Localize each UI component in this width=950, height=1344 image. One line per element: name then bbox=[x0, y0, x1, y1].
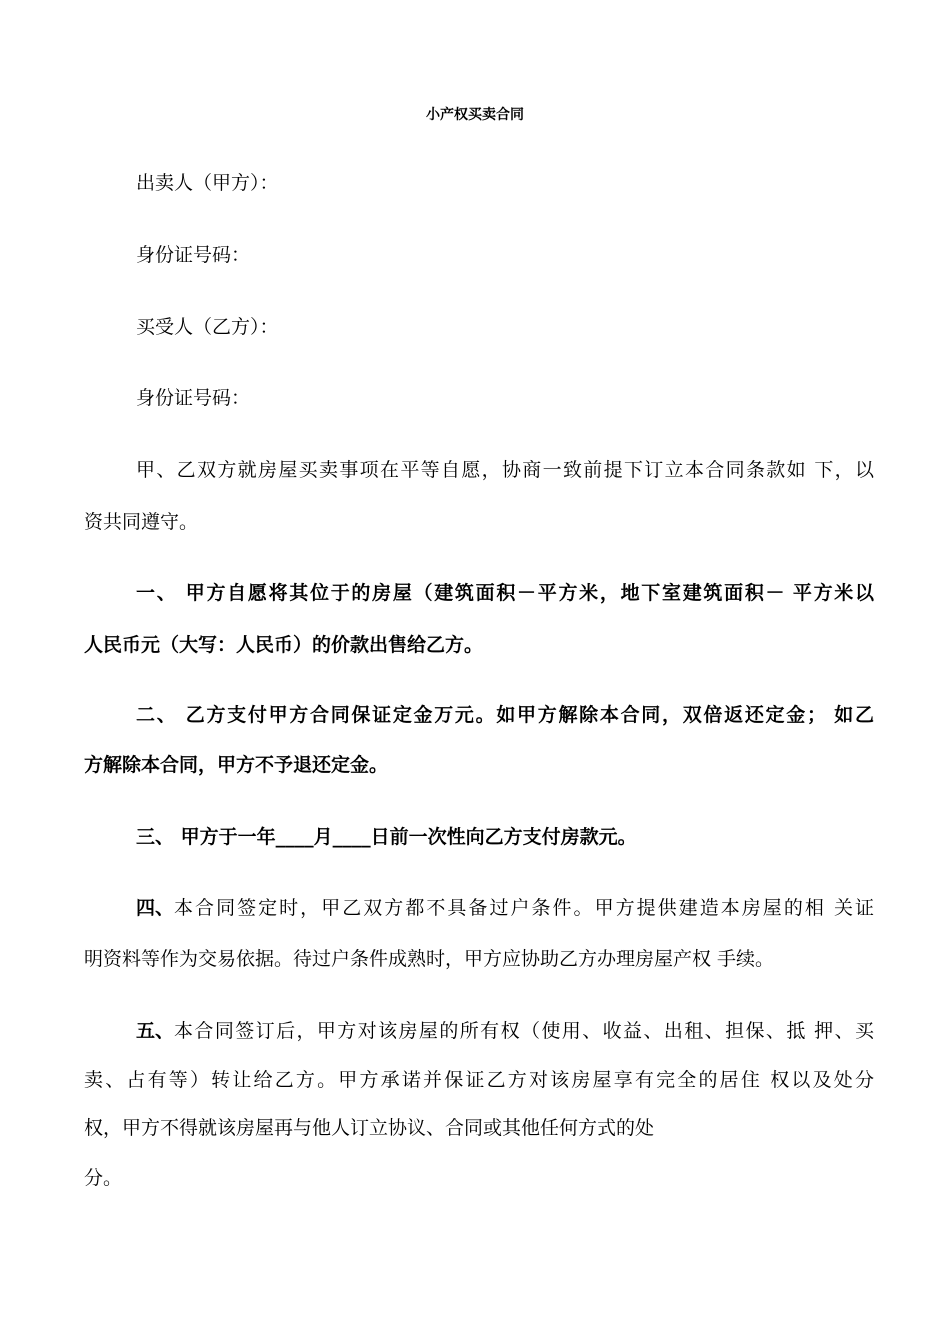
clause-5-line-4: 分。 bbox=[84, 1167, 123, 1189]
seller-label: 出卖人（甲方）： bbox=[136, 172, 279, 194]
clause-4-line-1-text: 本合同签定时，甲乙双方都不具备过户条件。甲方提供建造本房屋的相 关证 bbox=[174, 897, 874, 919]
preamble-line-1: 甲、乙双方就房屋买卖事项在平等自愿，协商一致前提下订立本合同条款如 下，以 bbox=[136, 459, 874, 481]
clause-4-line-2: 明资料等作为交易依据。待过户条件成熟时，甲方应协助乙方办理房屋产权 手续。 bbox=[84, 948, 775, 970]
clause-2-line-1: 二、 乙方支付甲方合同保证定金万元。如甲方解除本合同，双倍返还定金； 如乙 bbox=[136, 704, 874, 726]
seller-id-label: 身份证号码： bbox=[136, 244, 251, 266]
clause-5-line-1-text: 本合同签订后，甲方对该房屋的所有权（使用、收益、出租、担保、抵 押、买 bbox=[174, 1020, 874, 1042]
preamble-line-2: 资共同遵守。 bbox=[84, 511, 199, 533]
clause-1-line-2: 人民币元（大写：人民币）的价款出售给乙方。 bbox=[84, 634, 484, 656]
clause-5-line-1 bbox=[136, 1016, 874, 1043]
document-title: 小产权买卖合同 bbox=[426, 107, 524, 123]
clause-4-number: 四、 bbox=[136, 897, 175, 919]
buyer-id-label: 身份证号码： bbox=[136, 387, 251, 409]
buyer-label: 买受人（乙方）： bbox=[136, 316, 279, 338]
clause-5-line-3: 权，甲方不得就该房屋再与他人订立协议、合同或其他任何方式的处 bbox=[84, 1117, 655, 1139]
clause-3-line-1: 三、 甲方于一年____月____日前一次性向乙方支付房款元。 bbox=[136, 826, 637, 848]
clause-1-line-1: 一、 甲方自愿将其位于的房屋（建筑面积－平方米，地下室建筑面积－ 平方米以 bbox=[136, 582, 874, 604]
clause-5-number: 五、 bbox=[136, 1020, 175, 1042]
clause-4-line-1 bbox=[136, 893, 874, 920]
clause-2-line-2: 方解除本合同，甲方不予退还定金。 bbox=[84, 754, 389, 776]
clause-5-line-2: 卖、占有等）转让给乙方。甲方承诺并保证乙方对该房屋享有完全的居住 权以及处分 bbox=[84, 1069, 874, 1091]
